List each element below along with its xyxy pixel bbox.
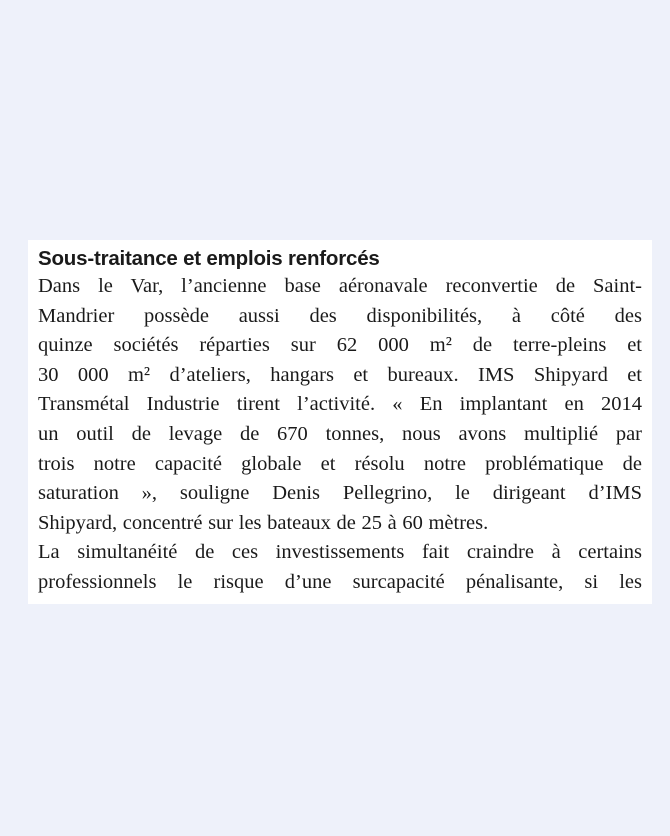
text-line: trois notre capacité globale et résolu notre problématique de [38, 452, 642, 475]
article-clipping [28, 240, 652, 604]
text-line: saturation », souligne Denis Pellegrino, le dirigeant d’IMS [38, 482, 642, 505]
text-line: Shipyard, concentré sur les bateaux de 25 à 60 mètres. [38, 511, 489, 534]
article-paragraph-2 [38, 538, 642, 597]
text-line: un outil de levage de 670 tonnes, nous avons multiplié par [38, 422, 642, 445]
text-line: 30 000 m² d’ateliers, hangars et bureaux. IMS Shipyard et [38, 363, 642, 386]
article-heading: Sous-traitance et emplois renforcés [38, 247, 380, 270]
text-line: Mandrier possède aussi des disponibilités, à côté des [38, 304, 642, 327]
text-line: Transmétal Industrie tirent l’activité. « En implantant en 2014 [38, 393, 642, 416]
text-line: Dans le Var, l’ancienne base aéronavale reconvertie de Saint- [38, 275, 642, 297]
text-line: quinze sociétés réparties sur 62 000 m² de terre-pleins et [38, 334, 642, 357]
text-line: La simultanéité de ces investissements fait craindre à certains [38, 541, 642, 564]
article-paragraph-1 [38, 272, 642, 538]
text-line: professionnels le risque d’une surcapacité pénalisante, si les [38, 570, 642, 593]
